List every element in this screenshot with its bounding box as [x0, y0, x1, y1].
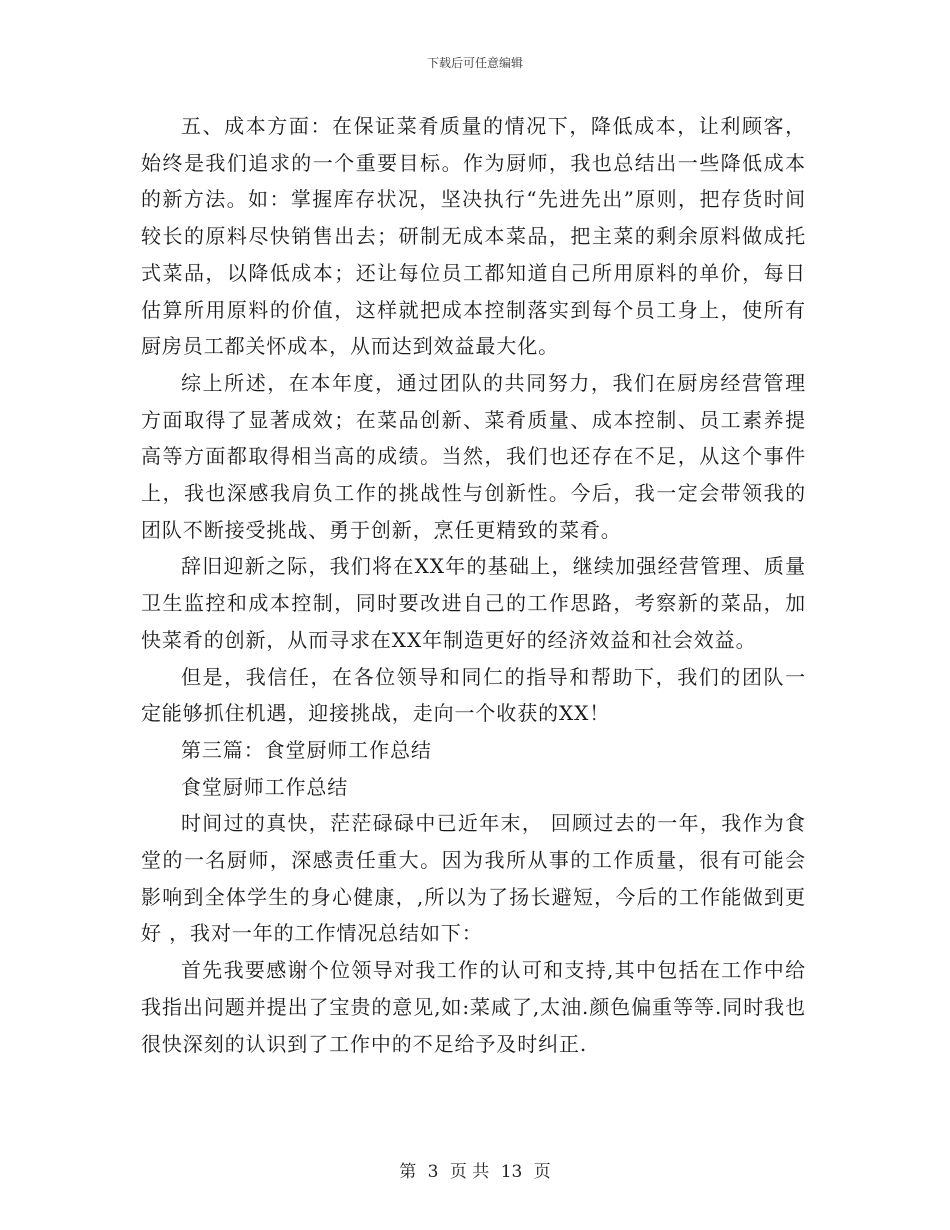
page-footer	[0, 1157, 950, 1182]
footer-current-page: 3	[427, 1162, 439, 1182]
paragraph-new-year: 辞旧迎新之际，我们将在XX年的基础上，继续加强经营管理、质量卫生监控和成本控制，同时要改进自己的工作思路，考察新的菜品，加快菜肴的创新，从而寻求在XX年制造更好的经济效益和社会效益。	[141, 554, 806, 652]
section-title: 食堂厨师工作总结	[181, 774, 349, 799]
document-body	[141, 108, 806, 1062]
footer-suffix: 页	[533, 1162, 551, 1182]
footer-total-pages: 13	[500, 1162, 523, 1182]
paragraph-cost: 五、成本方面：在保证菜肴质量的情况下，降低成本，让利顾客，始终是我们追求的一个重要目标。作为厨师，我也总结出一些降低成本的新方法。如：掌握库存状况，坚决执行“先进先出”原则，把存货时间较长的原料尽快销售出去；研制无成本菜品，把主菜的剩余原料做成托式菜品，以降低成本；还让每位员工都知道自己所用原料的单价，每日估算所用原料的价值，这样就把成本控制落实到每个员工身上，使所有厨房员工都关怀成本，从而达到效益最大化。	[141, 114, 806, 359]
page-header-note: 下载后可任意编辑	[426, 56, 523, 70]
paragraph-summary: 综上所述，在本年度，通过团队的共同努力，我们在厨房经营管理方面取得了显著成效；在菜品创新、菜肴质量、成本控制、员工素养提高等方面都取得相当高的成绩。当然，我们也还存在不足，从这个事件上，我也深感我肩负工作的挑战性与创新性。今后，我一定会带领我的团队不断接受挑战、勇于创新，烹任更精致的菜肴。	[141, 370, 806, 542]
paragraph-confidence: 但是，我信任，在各位领导和同仁的指导和帮助下，我们的团队一定能够抓住机遇，迎接挑战，走向一个收获的XX！	[141, 664, 806, 726]
paragraph-thanks: 首先我要感谢个位领导对我工作的认可和支持,其中包括在工作中给我指出问题并提出了宝贵的意见,如:菜咸了,太油.颜色偏重等等.同时我也很快深刻的认识到了工作中的不足给予及时纠正.	[141, 958, 806, 1056]
section-heading: 第三篇：食堂厨师工作总结	[181, 737, 432, 762]
footer-middle: 页 共	[449, 1162, 490, 1182]
paragraph-intro: 时间过的真快，茫茫碌碌中已近年末， 回顾过去的一年，我作为食堂的一名厨师，深感责任重大。因为我所从事的工作质量，很有可能会影响到全体学生的身心健康，,所以为了扬长避短，今后的工作能做到更好 ，我对一年的工作情况总结如下：	[141, 811, 806, 946]
footer-prefix: 第	[399, 1162, 417, 1182]
